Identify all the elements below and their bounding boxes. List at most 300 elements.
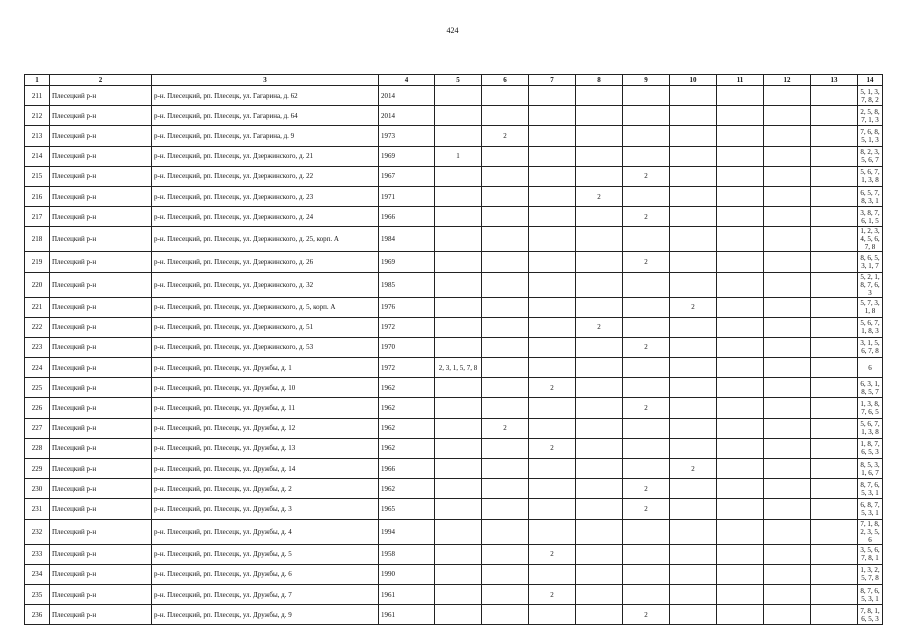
address-cell: р-н. Плесецкий, рп. Плесецк, ул. Дзержинского, д. 24	[152, 207, 379, 227]
col13-cell	[811, 126, 858, 146]
col9-cell	[623, 272, 670, 297]
col8-cell	[576, 398, 623, 418]
col8-cell	[576, 297, 623, 317]
col14-cell: 6, 5, 7, 8, 3, 1	[858, 186, 883, 206]
year-cell: 1969	[379, 252, 435, 272]
col7-cell	[529, 227, 576, 252]
col13-cell	[811, 479, 858, 499]
table-row	[25, 337, 883, 357]
col7-cell	[529, 358, 576, 378]
col12-cell	[764, 186, 811, 206]
table-row	[25, 252, 883, 272]
col6-cell	[482, 166, 529, 186]
district-cell: Плесецкий р-н	[50, 358, 152, 378]
table-row	[25, 358, 883, 378]
col14-cell: 1, 3, 2, 5, 7, 8	[858, 564, 883, 584]
col5-cell	[435, 86, 482, 106]
table-row	[25, 272, 883, 297]
col7-cell	[529, 126, 576, 146]
col12-cell	[764, 358, 811, 378]
col13-cell	[811, 418, 858, 438]
col5-cell	[435, 227, 482, 252]
col5-cell	[435, 272, 482, 297]
table-row	[25, 479, 883, 499]
col12-cell	[764, 317, 811, 337]
col12-cell	[764, 207, 811, 227]
col5-cell	[435, 438, 482, 458]
col11-cell	[717, 438, 764, 458]
column-header: 11	[717, 75, 764, 86]
col10-cell	[670, 398, 717, 418]
col5-cell	[435, 544, 482, 564]
district-cell: Плесецкий р-н	[50, 272, 152, 297]
col5-cell	[435, 252, 482, 272]
col8-cell	[576, 227, 623, 252]
col13-cell	[811, 146, 858, 166]
col8-cell: 2	[576, 186, 623, 206]
col8-cell	[576, 358, 623, 378]
col12-cell	[764, 378, 811, 398]
table-row	[25, 126, 883, 146]
row-number-cell: 213	[25, 126, 50, 146]
col10-cell	[670, 358, 717, 378]
col12-cell	[764, 438, 811, 458]
year-cell: 1962	[379, 479, 435, 499]
col8-cell	[576, 459, 623, 479]
district-cell: Плесецкий р-н	[50, 479, 152, 499]
col7-cell: 2	[529, 544, 576, 564]
col6-cell	[482, 519, 529, 544]
col10-cell	[670, 479, 717, 499]
col12-cell	[764, 605, 811, 625]
year-cell: 2014	[379, 106, 435, 126]
address-cell: р-н. Плесецкий, рп. Плесецк, ул. Дзержинского, д. 22	[152, 166, 379, 186]
year-cell: 1961	[379, 605, 435, 625]
col9-cell	[623, 378, 670, 398]
year-cell: 1970	[379, 337, 435, 357]
col13-cell	[811, 459, 858, 479]
col5-cell	[435, 519, 482, 544]
col8-cell	[576, 207, 623, 227]
row-number-cell: 224	[25, 358, 50, 378]
col9-cell: 2	[623, 398, 670, 418]
col13-cell	[811, 166, 858, 186]
col6-cell	[482, 479, 529, 499]
column-header: 10	[670, 75, 717, 86]
col14-cell: 8, 2, 3, 5, 6, 7	[858, 146, 883, 166]
col5-cell	[435, 499, 482, 519]
year-cell: 1971	[379, 186, 435, 206]
col14-cell: 8, 7, 6, 5, 3, 1	[858, 479, 883, 499]
column-header: 8	[576, 75, 623, 86]
row-number-cell: 234	[25, 564, 50, 584]
row-number-cell: 225	[25, 378, 50, 398]
col7-cell	[529, 479, 576, 499]
address-cell: р-н. Плесецкий, рп. Плесецк, ул. Дзержинского, д. 25, корп. А	[152, 227, 379, 252]
col6-cell	[482, 272, 529, 297]
col8-cell	[576, 86, 623, 106]
col13-cell	[811, 398, 858, 418]
address-cell: р-н. Плесецкий, рп. Плесецк, ул. Дружбы, д. 11	[152, 398, 379, 418]
col13-cell	[811, 358, 858, 378]
row-number-cell: 214	[25, 146, 50, 166]
col12-cell	[764, 166, 811, 186]
col13-cell	[811, 519, 858, 544]
col13-cell	[811, 86, 858, 106]
year-cell: 1994	[379, 519, 435, 544]
row-number-cell: 233	[25, 544, 50, 564]
col8-cell	[576, 564, 623, 584]
column-header: 7	[529, 75, 576, 86]
col12-cell	[764, 272, 811, 297]
col5-cell: 2, 3, 1, 5, 7, 8	[435, 358, 482, 378]
col8-cell	[576, 438, 623, 458]
col9-cell	[623, 584, 670, 604]
row-number-cell: 232	[25, 519, 50, 544]
address-cell: р-н. Плесецкий, рп. Плесецк, ул. Дружбы, д. 9	[152, 605, 379, 625]
col10-cell	[670, 564, 717, 584]
col9-cell: 2	[623, 166, 670, 186]
address-cell: р-н. Плесецкий, рп. Плесецк, ул. Дзержинского, д. 23	[152, 186, 379, 206]
year-cell: 2014	[379, 86, 435, 106]
col8-cell	[576, 519, 623, 544]
col14-cell: 7, 8, 1, 6, 5, 3	[858, 605, 883, 625]
district-cell: Плесецкий р-н	[50, 438, 152, 458]
table-row	[25, 227, 883, 252]
col6-cell	[482, 186, 529, 206]
col11-cell	[717, 106, 764, 126]
col10-cell	[670, 166, 717, 186]
col6-cell: 2	[482, 418, 529, 438]
col8-cell	[576, 378, 623, 398]
col11-cell	[717, 544, 764, 564]
address-cell: р-н. Плесецкий, рп. Плесецк, ул. Гагарина, д. 64	[152, 106, 379, 126]
year-cell: 1962	[379, 378, 435, 398]
year-cell: 1962	[379, 438, 435, 458]
table-row	[25, 584, 883, 604]
col9-cell	[623, 227, 670, 252]
col10-cell	[670, 378, 717, 398]
col8-cell	[576, 605, 623, 625]
col11-cell	[717, 459, 764, 479]
district-cell: Плесецкий р-н	[50, 398, 152, 418]
col10-cell	[670, 186, 717, 206]
col11-cell	[717, 297, 764, 317]
column-header: 1	[25, 75, 50, 86]
col14-cell: 8, 5, 3, 1, 6, 7	[858, 459, 883, 479]
col11-cell	[717, 358, 764, 378]
district-cell: Плесецкий р-н	[50, 252, 152, 272]
col9-cell	[623, 186, 670, 206]
col13-cell	[811, 317, 858, 337]
col14-cell: 5, 6, 7, 1, 3, 8	[858, 166, 883, 186]
column-header: 3	[152, 75, 379, 86]
district-cell: Плесецкий р-н	[50, 337, 152, 357]
table-row	[25, 106, 883, 126]
col11-cell	[717, 272, 764, 297]
col6-cell	[482, 317, 529, 337]
col11-cell	[717, 418, 764, 438]
year-cell: 1967	[379, 166, 435, 186]
col9-cell	[623, 438, 670, 458]
row-number-cell: 216	[25, 186, 50, 206]
col13-cell	[811, 106, 858, 126]
col8-cell	[576, 479, 623, 499]
column-header: 14	[858, 75, 883, 86]
col8-cell	[576, 106, 623, 126]
district-cell: Плесецкий р-н	[50, 166, 152, 186]
year-cell: 1965	[379, 499, 435, 519]
col5-cell	[435, 317, 482, 337]
col10-cell	[670, 438, 717, 458]
year-cell: 1972	[379, 317, 435, 337]
table-row	[25, 297, 883, 317]
col9-cell	[623, 106, 670, 126]
col14-cell: 6, 8, 7, 5, 3, 1	[858, 499, 883, 519]
col5-cell	[435, 166, 482, 186]
table-row	[25, 499, 883, 519]
row-number-cell: 212	[25, 106, 50, 126]
col12-cell	[764, 499, 811, 519]
year-cell: 1984	[379, 227, 435, 252]
col6-cell	[482, 605, 529, 625]
address-cell: р-н. Плесецкий, рп. Плесецк, ул. Гагарина, д. 62	[152, 86, 379, 106]
year-cell: 1976	[379, 297, 435, 317]
col9-cell	[623, 544, 670, 564]
year-cell: 1966	[379, 207, 435, 227]
column-header: 2	[50, 75, 152, 86]
col10-cell	[670, 584, 717, 604]
col9-cell	[623, 86, 670, 106]
address-cell: р-н. Плесецкий, рп. Плесецк, ул. Дзержинского, д. 53	[152, 337, 379, 357]
col9-cell	[623, 564, 670, 584]
col10-cell	[670, 227, 717, 252]
col13-cell	[811, 227, 858, 252]
col14-cell: 5, 6, 7, 1, 8, 3	[858, 317, 883, 337]
col9-cell: 2	[623, 252, 670, 272]
column-header: 9	[623, 75, 670, 86]
col7-cell	[529, 86, 576, 106]
header-row	[25, 75, 883, 86]
district-cell: Плесецкий р-н	[50, 317, 152, 337]
col12-cell	[764, 398, 811, 418]
col11-cell	[717, 499, 764, 519]
col12-cell	[764, 584, 811, 604]
col8-cell	[576, 272, 623, 297]
col6-cell	[482, 459, 529, 479]
col9-cell	[623, 317, 670, 337]
col11-cell	[717, 378, 764, 398]
address-cell: р-н. Плесецкий, рп. Плесецк, ул. Дружбы, д. 14	[152, 459, 379, 479]
row-number-cell: 219	[25, 252, 50, 272]
col10-cell	[670, 252, 717, 272]
address-cell: р-н. Плесецкий, рп. Плесецк, ул. Дзержинского, д. 21	[152, 146, 379, 166]
col5-cell: 1	[435, 146, 482, 166]
col11-cell	[717, 398, 764, 418]
table-row	[25, 146, 883, 166]
district-cell: Плесецкий р-н	[50, 186, 152, 206]
table-row	[25, 564, 883, 584]
col13-cell	[811, 207, 858, 227]
table-row	[25, 166, 883, 186]
col14-cell: 7, 1, 8, 2, 3, 5, 6	[858, 519, 883, 544]
col13-cell	[811, 544, 858, 564]
col14-cell: 6, 3, 1, 8, 5, 7	[858, 378, 883, 398]
col12-cell	[764, 146, 811, 166]
col9-cell	[623, 146, 670, 166]
col11-cell	[717, 479, 764, 499]
col5-cell	[435, 479, 482, 499]
col14-cell: 1, 2, 3, 4, 5, 6, 7, 8	[858, 227, 883, 252]
column-header: 6	[482, 75, 529, 86]
district-cell: Плесецкий р-н	[50, 605, 152, 625]
year-cell: 1973	[379, 126, 435, 146]
col12-cell	[764, 544, 811, 564]
col6-cell	[482, 297, 529, 317]
col11-cell	[717, 252, 764, 272]
col7-cell	[529, 519, 576, 544]
row-number-cell: 227	[25, 418, 50, 438]
col10-cell	[670, 418, 717, 438]
col10-cell	[670, 337, 717, 357]
col7-cell	[529, 297, 576, 317]
column-header: 13	[811, 75, 858, 86]
col14-cell: 8, 6, 5, 3, 1, 7	[858, 252, 883, 272]
col14-cell: 3, 8, 7, 6, 1, 5	[858, 207, 883, 227]
col7-cell	[529, 317, 576, 337]
col11-cell	[717, 186, 764, 206]
col10-cell	[670, 519, 717, 544]
col9-cell	[623, 519, 670, 544]
col6-cell	[482, 564, 529, 584]
col12-cell	[764, 106, 811, 126]
col10-cell	[670, 499, 717, 519]
col6-cell	[482, 146, 529, 166]
year-cell: 1972	[379, 358, 435, 378]
col6-cell	[482, 398, 529, 418]
table-row	[25, 438, 883, 458]
col7-cell	[529, 418, 576, 438]
district-cell: Плесецкий р-н	[50, 544, 152, 564]
table-row	[25, 317, 883, 337]
col13-cell	[811, 584, 858, 604]
col12-cell	[764, 337, 811, 357]
col8-cell	[576, 584, 623, 604]
col12-cell	[764, 126, 811, 146]
col12-cell	[764, 564, 811, 584]
district-cell: Плесецкий р-н	[50, 207, 152, 227]
col12-cell	[764, 418, 811, 438]
col14-cell: 5, 7, 3, 1, 8	[858, 297, 883, 317]
row-number-cell: 226	[25, 398, 50, 418]
col9-cell	[623, 418, 670, 438]
col6-cell: 2	[482, 126, 529, 146]
row-number-cell: 236	[25, 605, 50, 625]
district-cell: Плесецкий р-н	[50, 418, 152, 438]
district-cell: Плесецкий р-н	[50, 499, 152, 519]
column-header: 4	[379, 75, 435, 86]
row-number-cell: 215	[25, 166, 50, 186]
column-header: 12	[764, 75, 811, 86]
table-row	[25, 605, 883, 625]
district-cell: Плесецкий р-н	[50, 86, 152, 106]
col13-cell	[811, 297, 858, 317]
col14-cell: 5, 6, 7, 1, 3, 8	[858, 418, 883, 438]
col5-cell	[435, 207, 482, 227]
col12-cell	[764, 252, 811, 272]
address-cell: р-н. Плесецкий, рп. Плесецк, ул. Дзержинского, д. 5, корп. А	[152, 297, 379, 317]
table-row	[25, 86, 883, 106]
col7-cell	[529, 499, 576, 519]
col12-cell	[764, 227, 811, 252]
table-row	[25, 207, 883, 227]
col6-cell	[482, 252, 529, 272]
col5-cell	[435, 418, 482, 438]
col9-cell	[623, 297, 670, 317]
year-cell: 1966	[379, 459, 435, 479]
col7-cell	[529, 207, 576, 227]
col11-cell	[717, 126, 764, 146]
col7-cell	[529, 166, 576, 186]
col14-cell: 1, 3, 8, 7, 6, 5	[858, 398, 883, 418]
col7-cell	[529, 459, 576, 479]
col6-cell	[482, 499, 529, 519]
col12-cell	[764, 519, 811, 544]
col11-cell	[717, 207, 764, 227]
col6-cell	[482, 106, 529, 126]
col11-cell	[717, 564, 764, 584]
row-number-cell: 217	[25, 207, 50, 227]
col7-cell	[529, 272, 576, 297]
col6-cell	[482, 358, 529, 378]
year-cell: 1990	[379, 564, 435, 584]
address-cell: р-н. Плесецкий, рп. Плесецк, ул. Дружбы, д. 6	[152, 564, 379, 584]
col8-cell: 2	[576, 317, 623, 337]
col10-cell	[670, 605, 717, 625]
address-cell: р-н. Плесецкий, рп. Плесецк, ул. Дзержинского, д. 51	[152, 317, 379, 337]
col13-cell	[811, 499, 858, 519]
col6-cell	[482, 86, 529, 106]
col11-cell	[717, 146, 764, 166]
col7-cell: 2	[529, 584, 576, 604]
address-cell: р-н. Плесецкий, рп. Плесецк, ул. Дружбы, д. 4	[152, 519, 379, 544]
col7-cell	[529, 252, 576, 272]
col13-cell	[811, 564, 858, 584]
col10-cell	[670, 207, 717, 227]
col7-cell: 2	[529, 378, 576, 398]
district-cell: Плесецкий р-н	[50, 126, 152, 146]
address-cell: р-н. Плесецкий, рп. Плесецк, ул. Дзержинского, д. 32	[152, 272, 379, 297]
col8-cell	[576, 146, 623, 166]
row-number-cell: 222	[25, 317, 50, 337]
district-cell: Плесецкий р-н	[50, 106, 152, 126]
col14-cell: 1, 8, 7, 6, 5, 3	[858, 438, 883, 458]
col13-cell	[811, 252, 858, 272]
col14-cell: 3, 5, 6, 7, 8, 1	[858, 544, 883, 564]
row-number-cell: 230	[25, 479, 50, 499]
address-cell: р-н. Плесецкий, рп. Плесецк, ул. Дзержинского, д. 26	[152, 252, 379, 272]
district-cell: Плесецкий р-н	[50, 564, 152, 584]
col14-cell: 5, 1, 3, 7, 8, 2	[858, 86, 883, 106]
col5-cell	[435, 126, 482, 146]
col11-cell	[717, 519, 764, 544]
col14-cell: 7, 6, 8, 5, 1, 3	[858, 126, 883, 146]
year-cell: 1985	[379, 272, 435, 297]
address-cell: р-н. Плесецкий, рп. Плесецк, ул. Дружбы, д. 3	[152, 499, 379, 519]
year-cell: 1962	[379, 398, 435, 418]
col13-cell	[811, 186, 858, 206]
address-cell: р-н. Плесецкий, рп. Плесецк, ул. Дружбы, д. 7	[152, 584, 379, 604]
